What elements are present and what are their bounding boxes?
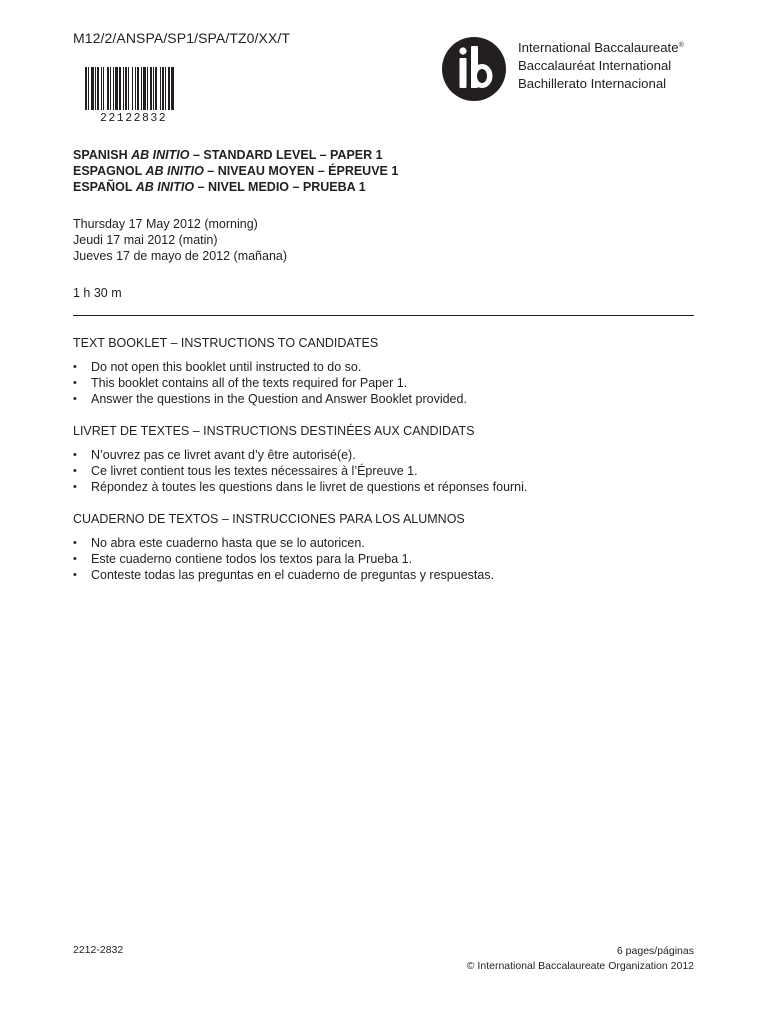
list-item: • Do not open this booklet until instructed to do so. (73, 359, 467, 375)
title-es: ESPAÑOL AB INITIO – NIVEL MEDIO – PRUEBA 1 (73, 180, 366, 194)
list-item: • Conteste todas las preguntas en el cuaderno de preguntas y respuestas. (73, 567, 494, 583)
section-heading-fr: LIVRET DE TEXTES – INSTRUCTIONS DESTINÉES AUX CANDIDATS (73, 424, 475, 438)
date-es: Jueves 17 de mayo de 2012 (mañana) (73, 249, 288, 263)
instructions-list-es (73, 535, 494, 583)
instructions-list-en (73, 359, 467, 407)
section-heading-en: TEXT BOOKLET – INSTRUCTIONS TO CANDIDATES (73, 336, 379, 350)
list-item: • Ce livret contient tous les textes nécessaires à l’Épreuve 1. (73, 463, 527, 479)
section-heading-es: CUADERNO DE TEXTOS – INSTRUCCIONES PARA LOS ALUMNOS (73, 512, 465, 526)
exam-duration: 1 h 30 m (73, 286, 122, 300)
list-item: • This booklet contains all of the texts required for Paper 1. (73, 375, 467, 391)
date-en: Thursday 17 May 2012 (morning) (73, 217, 258, 231)
date-fr: Jeudi 17 mai 2012 (matin) (73, 233, 218, 247)
title-en: SPANISH AB INITIO – STANDARD LEVEL – PAPER 1 (73, 148, 383, 162)
instructions-list-fr (73, 447, 527, 495)
list-item: • Answer the questions in the Question and Answer Booklet provided. (73, 391, 467, 407)
list-item: • No abra este cuaderno hasta que se lo autoricen. (73, 535, 494, 551)
title-fr: ESPAGNOL AB INITIO – NIVEAU MOYEN – ÉPREUVE 1 (73, 164, 399, 178)
list-item: • Répondez à toutes les questions dans le livret de questions et réponses fourni. (73, 479, 527, 495)
org-name-en: International Baccalaureate® (518, 40, 684, 55)
registered-mark: ® (678, 42, 684, 49)
footer-code: 2212-2832 (73, 944, 124, 956)
exam-title (73, 147, 398, 195)
list-item: • Este cuaderno contiene todos los textos para la Prueba 1. (73, 551, 494, 567)
ib-logo (441, 36, 507, 102)
page-count: 6 pages/páginas (616, 945, 694, 957)
org-name-fr: Baccalauréat International (518, 58, 672, 73)
footer-info (467, 944, 694, 974)
list-item: • N’ouvrez pas ce livret avant d’y être autorisé(e). (73, 447, 527, 463)
organization-name (518, 39, 684, 93)
exam-dates (73, 216, 287, 264)
barcode-number: 22122832 (100, 112, 168, 125)
org-name-es: Bachillerato Internacional (518, 76, 667, 91)
copyright: © International Baccalaureate Organization 2012 (466, 960, 694, 972)
divider (73, 315, 694, 316)
document-code: M12/2/ANSPA/SP1/SPA/TZ0/XX/T (73, 30, 291, 46)
barcode (85, 67, 203, 110)
